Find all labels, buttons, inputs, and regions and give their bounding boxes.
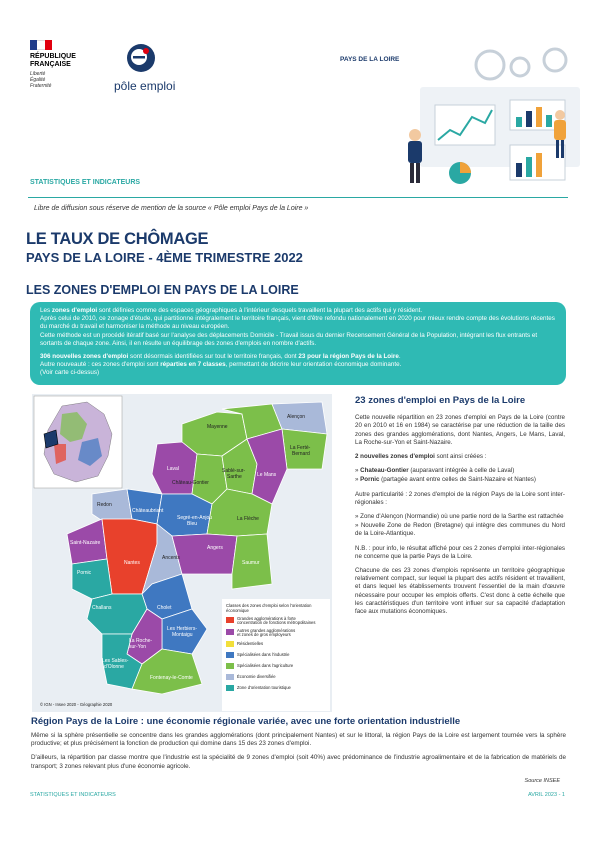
bottom-paragraph-1: Même si la sphère présentielle se concentre dans les grandes agglomérations (dont principalement Nantes) et sur le littoral, la région Pays de la Loire est largement tournée vers la sphère productive; et plus précisément la fonction de production qui domine dans 15 des 23 zones d'emploi. [31,732,566,748]
svg-text:Spécialisées dans l'agricultur: Spécialisées dans l'agriculture [237,663,294,668]
intro-paragraph-6: (Voir carte ci-dessus) [40,369,100,377]
svg-text:Bernard: Bernard [292,451,310,457]
pole-emploi-label: pôle emploi [114,79,176,93]
right-paragraph-3: » Chateau-Gontier (auparavant intégrée à celle de Laval) [355,467,515,475]
svg-text:Redon: Redon [97,502,112,508]
footer-left: STATISTIQUES ET INDICATEURS [30,792,116,798]
right-paragraph-6: » Zone d'Alençon (Normandie) où une partie nord de la Sarthe est rattachée [355,513,564,521]
svg-text:Château-Gontier: Château-Gontier [172,480,209,486]
right-column [355,397,565,622]
source-note: Source INSEE [524,778,560,784]
svg-text:Laval: Laval [167,466,179,472]
republique-line-1: RÉPUBLIQUE [30,53,76,60]
right-paragraph-1: Cette nouvelle répartition en 23 zones d'emploi en Pays de la Loire (contre 20 en 2010 et 16 en 1984) se caractérise par une réduction de la taille des zones des grandes agglomérations, dont Nantes, Angers, Le Mans, Laval, La Roche-sur-Yon et Saint-Nazaire. [355,414,565,446]
employment-zones-map [32,394,332,712]
page-subtitle: PAYS DE LA LOIRE - 4ÈME TRIMESTRE 2022 [26,250,303,265]
svg-text:Saumur: Saumur [242,560,260,566]
intro-paragraph-2: Après celui de 2010, ce zonage d'étude, qui partitionne intégralement le territoire français, vient d'être refondu nationalement en 2020 pour mieux rendre compte des évolutions récentes du marché du travail et harmoniser la méthode au niveau européen. [40,315,555,331]
bottom-section-title: Région Pays de la Loire : une économie régionale variée, avec une forte orientation industrielle [31,716,461,727]
svg-text:Nantes: Nantes [124,560,140,566]
svg-text:Montaigu: Montaigu [172,632,193,638]
svg-text:Pornic: Pornic [77,570,92,576]
intro-paragraph-4: 306 nouvelles zones d'emploi sont désormais identifiées sur tout le territoire français, dont 23 pour la région Pays de la Loire. [40,353,401,361]
svg-text:Challans: Challans [92,605,112,611]
right-paragraph-8: N.B. : pour info, le résultat affiché pour ces 2 zones d'emploi inter-régionales ne concerne que la partie Pays de la Loire. [355,544,565,560]
intro-paragraph-3: Cette méthode est un procédé itératif basé sur l'analyse des déplacements Domicile - Travail issus du dernier Recensement Général de la Population, intégrant les flux entrants et sortants de chaque zone. Ainsi, il en résulte un équilibrage des zones d'emplois en nombre d'actifs. [40,331,538,347]
svg-text:Autres grandes agglomérations: Autres grandes agglomérations [237,628,296,633]
motto-fraternite: Fraternité [30,83,52,89]
svg-text:Les Herbiers-: Les Herbiers- [167,626,198,632]
section-title: LES ZONES D'EMPLOI EN PAYS DE LA LOIRE [26,283,299,297]
bottom-paragraph-2: D'ailleurs, la répartition par classe montre que l'industrie est la spécialité de 9 zones d'emploi (soit 40%) avec prédominance de l'industrie agroalimentaire et de la fabrication de matériels de transport; 3 zones relevant plus d'une économie agricole. [31,754,566,770]
diffusion-note: Libre de diffusion sous réserve de mention de la source « Pôle emploi Pays de la Loire » [34,205,309,212]
svg-text:Sarthe: Sarthe [227,474,242,480]
svg-text:économique: économique [226,608,249,613]
section-label: STATISTIQUES ET INDICATEURS [30,179,141,186]
right-paragraph-9: Chacune de ces 23 zones d'emplois représente un territoire géographique relativement compact, sur lequel la plupart des actifs résident et travaillent, et dans lequel les établissements trouvent l'essentiel de la main d'œuvre nécessaire pour occuper les emplois offerts. C'est donc à cette échelle que les caractéristiques d'un territoire vont influer sur sa capacité d'adaptation face aux mutations économiques. [355,567,565,616]
svg-text:Angers: Angers [207,545,223,551]
svg-text:Segré-en-Anjou: Segré-en-Anjou [177,515,213,521]
svg-text:Sablé-sur-: Sablé-sur- [222,468,246,474]
svg-text:La Flèche: La Flèche [237,516,259,522]
svg-text:Mayenne: Mayenne [207,424,228,430]
svg-text:Saint-Nazaire: Saint-Nazaire [70,540,101,546]
page-title: LE TAUX DE CHÔMAGE [26,230,209,248]
intro-box [30,302,566,385]
right-paragraph-7: » Nouvelle Zone de Redon (Bretagne) qui intègre des communes du Nord de la Loire-Atlantique. [355,522,565,538]
svg-text:Alençon: Alençon [287,414,306,420]
svg-text:Le Mans: Le Mans [257,472,277,478]
svg-text:Bleu: Bleu [187,521,198,527]
svg-text:© IGN - Insee 2020 - Géographi: © IGN - Insee 2020 - Géographie 2020 [40,702,113,707]
svg-text:Châteaubriant: Châteaubriant [132,508,164,514]
right-paragraph-5: Autre particularité : 2 zones d'emploi de la région Pays de la Loire sont inter-régionales : [355,490,565,506]
svg-text:sur-Yon: sur-Yon [129,644,147,650]
svg-text:Les Sables-: Les Sables- [102,658,129,664]
svg-text:et zones de gros employeurs: et zones de gros employeurs [237,632,291,637]
header-divider [28,197,568,198]
french-flag-icon [30,40,52,50]
footer-right: AVRIL 2023 - 1 [528,792,565,798]
motto-liberte: Liberté [30,71,46,77]
region-label: PAYS DE LA LOIRE [340,56,400,63]
svg-text:Cholet: Cholet [157,605,172,611]
svg-text:Économie diversifiée: Économie diversifiée [237,674,276,679]
bottom-section-text [31,732,566,777]
right-column-title: 23 zones d'emploi en Pays de la Loire [355,395,526,406]
intro-paragraph-5: Autre nouveauté : ces zones d'emploi sont réparties en 7 classes, permettant de décrire leur orientation économique dominante. [40,361,402,369]
republique-line-2: FRANÇAISE [30,61,71,68]
svg-text:concentration de fonctions mét: concentration de fonctions métropolitaines [237,620,316,625]
svg-text:Spécialisées dans l'industrie: Spécialisées dans l'industrie [237,652,290,657]
svg-text:d'Olonne: d'Olonne [104,664,124,670]
svg-text:Fontenay-le-Comte: Fontenay-le-Comte [150,675,193,681]
republique-francaise-logo [30,40,100,89]
pole-emploi-logo-icon [113,42,176,102]
right-paragraph-2: 2 nouvelles zones d'emploi sont ainsi créées : [355,453,487,461]
svg-text:Classes des zones d'emploi sel: Classes des zones d'emploi selon l'orientation [226,603,312,608]
intro-paragraph-1: Les zones d'emploi sont définies comme des espaces géographiques à l'intérieur desquels travaillent la plupart des actifs qui y résident. [40,307,423,314]
svg-text:Grandes agglomérations à forte: Grandes agglomérations à forte [237,616,296,621]
svg-text:La Ferté-: La Ferté- [290,445,311,451]
statistics-illustration [360,45,585,195]
svg-text:Zone d'orientation touristique: Zone d'orientation touristique [237,685,291,690]
svg-text:Ancenis: Ancenis [162,555,180,561]
svg-text:Résidentielles: Résidentielles [237,641,264,646]
svg-text:La Roche-: La Roche- [129,638,153,644]
right-paragraph-4: » Pornic (partagée avant entre celles de Saint-Nazaire et Nantes) [355,476,536,484]
motto-egalite: Égalité [30,77,46,83]
